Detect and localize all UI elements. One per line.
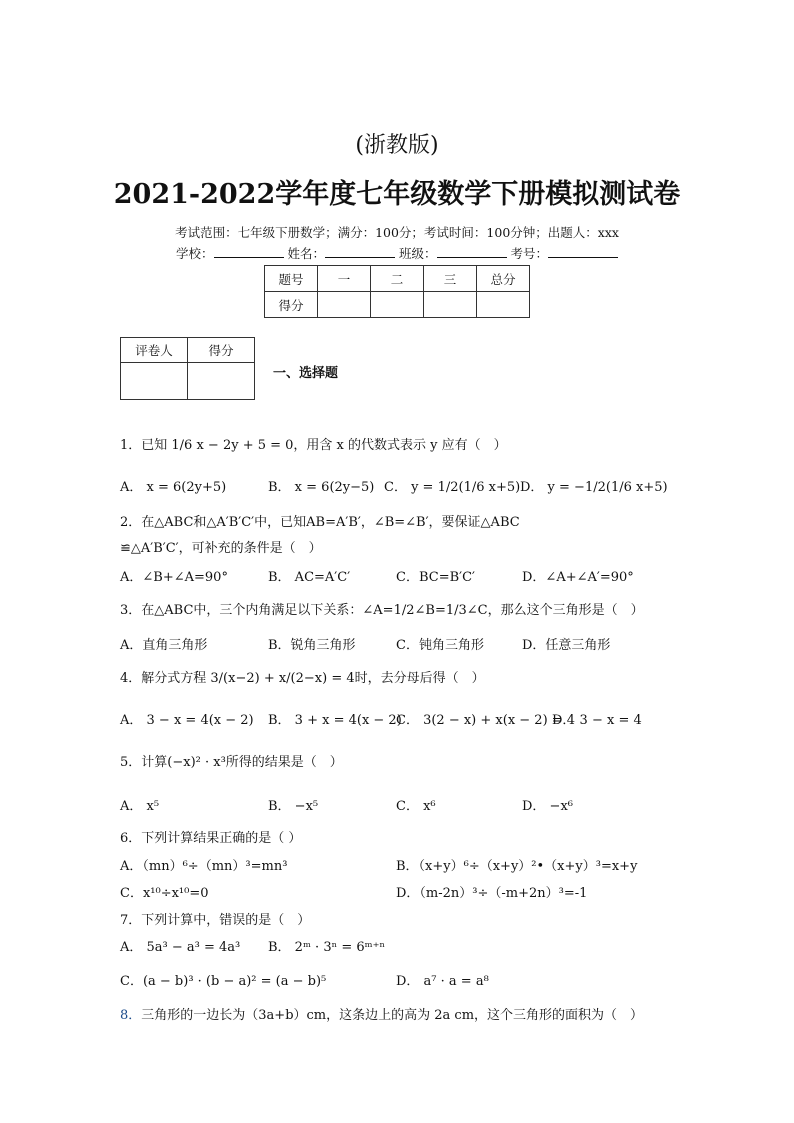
score-row-label: 得分 bbox=[265, 292, 318, 318]
q2-option-a[interactable]: A．∠B+∠A=90° bbox=[120, 570, 228, 585]
q6-option-a[interactable]: A．（mn）⁶÷（mn）³=mn³ bbox=[120, 859, 288, 874]
q1-option-b[interactable]: B． x = 6(2y−5) bbox=[268, 480, 375, 495]
grader-header: 得分 bbox=[188, 338, 255, 363]
question-1: 1．已知 1/6 x − 2y + 5 = 0，用含 x 的代数式表示 y 应有（ ） bbox=[120, 438, 507, 453]
score-cell[interactable] bbox=[424, 292, 477, 318]
question-2-cont: ≌△A′B′C′，可补充的条件是（ ） bbox=[120, 541, 322, 556]
q2-option-c[interactable]: C．BC=B′C′ bbox=[396, 570, 475, 585]
q7-option-d[interactable]: D． a⁷ · a = a⁸ bbox=[396, 974, 489, 989]
grader-cell[interactable] bbox=[188, 363, 255, 400]
q3-option-a[interactable]: A．直角三角形 bbox=[120, 638, 208, 653]
q2-option-d[interactable]: D．∠A+∠A′=90° bbox=[522, 570, 634, 585]
exam-number-blank[interactable] bbox=[548, 245, 618, 258]
question-8 bbox=[120, 1004, 643, 1023]
question-8-number: 8． bbox=[120, 1008, 142, 1023]
class-blank[interactable] bbox=[437, 245, 507, 258]
q1-option-c[interactable]: C． y = 1/2(1/6 x+5) bbox=[384, 480, 521, 495]
exam-title: 2021-2022学年度七年级数学下册模拟测试卷 bbox=[113, 179, 681, 210]
q3-option-b[interactable]: B．锐角三角形 bbox=[268, 638, 356, 653]
score-cell[interactable] bbox=[371, 292, 424, 318]
q1-option-d[interactable]: D． y = −1/2(1/6 x+5) bbox=[520, 480, 668, 495]
exam-number-label: 考号： bbox=[510, 246, 548, 261]
school-label: 学校： bbox=[175, 246, 214, 261]
name-blank[interactable] bbox=[325, 245, 395, 258]
q4-option-d[interactable]: D． 3 − x = 4 bbox=[552, 713, 642, 728]
score-header: 二 bbox=[371, 266, 424, 292]
q1-option-a[interactable]: A． x = 6(2y+5) bbox=[120, 480, 227, 495]
score-header: 一 bbox=[318, 266, 371, 292]
grader-cell[interactable] bbox=[121, 363, 188, 400]
score-header: 总分 bbox=[477, 266, 530, 292]
name-label: 姓名： bbox=[287, 246, 325, 261]
section-heading: 一、选择题 bbox=[273, 366, 339, 381]
score-table bbox=[264, 265, 530, 318]
exam-info: 考试范围：七年级下册数学；满分：100分；考试时间：100分钟；出题人：xxx bbox=[175, 225, 619, 240]
q4-option-a[interactable]: A． 3 − x = 4(x − 2) bbox=[120, 713, 254, 728]
grader-table bbox=[120, 337, 255, 400]
score-cell[interactable] bbox=[477, 292, 530, 318]
score-header: 题号 bbox=[265, 266, 318, 292]
q4-option-b[interactable]: B． 3 + x = 4(x − 2) bbox=[268, 713, 402, 728]
question-7: 7．下列计算中，错误的是（ ） bbox=[120, 913, 311, 928]
score-header: 三 bbox=[424, 266, 477, 292]
q6-option-d[interactable]: D．（m-2n）³÷（-m+2n）³=-1 bbox=[396, 886, 588, 901]
score-cell[interactable] bbox=[318, 292, 371, 318]
question-4: 4．解分式方程 3/(x−2) + x/(2−x) = 4时，去分母后得（ ） bbox=[120, 671, 485, 686]
q7-option-b[interactable]: B． 2ᵐ · 3ⁿ = 6ᵐ⁺ⁿ bbox=[268, 940, 386, 955]
q3-option-d[interactable]: D．任意三角形 bbox=[522, 638, 611, 653]
question-2: 2．在△ABC和△A′B′C′中，已知AB=A′B′，∠B=∠B′，要保证△ABC bbox=[120, 515, 520, 530]
q7-option-a[interactable]: A． 5a³ − a³ = 4a³ bbox=[120, 940, 241, 955]
q3-option-c[interactable]: C．钝角三角形 bbox=[396, 638, 484, 653]
student-fields bbox=[0, 244, 794, 262]
grader-header: 评卷人 bbox=[121, 338, 188, 363]
q6-option-b[interactable]: B．（x+y）⁶÷（x+y）²•（x+y）³=x+y bbox=[396, 859, 638, 874]
q2-option-b[interactable]: B． AC=A′C′ bbox=[268, 570, 351, 585]
q5-option-c[interactable]: C． x⁶ bbox=[396, 799, 436, 814]
class-label: 班级： bbox=[398, 246, 437, 261]
q5-option-b[interactable]: B． −x⁵ bbox=[268, 799, 319, 814]
q7-option-c[interactable]: C．(a − b)³ · (b − a)² = (a − b)⁵ bbox=[120, 974, 327, 989]
school-blank[interactable] bbox=[214, 245, 284, 258]
question-5: 5．计算(−x)² · x³所得的结果是（ ） bbox=[120, 755, 343, 770]
question-3: 3．在△ABC中，三个内角满足以下关系：∠A=1/2∠B=1/3∠C，那么这个三角形是（ ） bbox=[120, 603, 644, 618]
q5-option-d[interactable]: D． −x⁶ bbox=[522, 799, 573, 814]
edition-label: (浙教版) bbox=[355, 133, 439, 158]
q5-option-a[interactable]: A． x⁵ bbox=[120, 799, 160, 814]
question-8-text: 三角形的一边长为（3a+b）cm，这条边上的高为 2a cm，这个三角形的面积为（ ） bbox=[141, 1008, 644, 1023]
q6-option-c[interactable]: C．x¹⁰÷x¹⁰=0 bbox=[120, 886, 209, 901]
question-6: 6．下列计算结果正确的是（ ） bbox=[120, 831, 302, 846]
q4-option-c[interactable]: C． 3(2 − x) + x(x − 2) = 4 bbox=[396, 713, 576, 728]
